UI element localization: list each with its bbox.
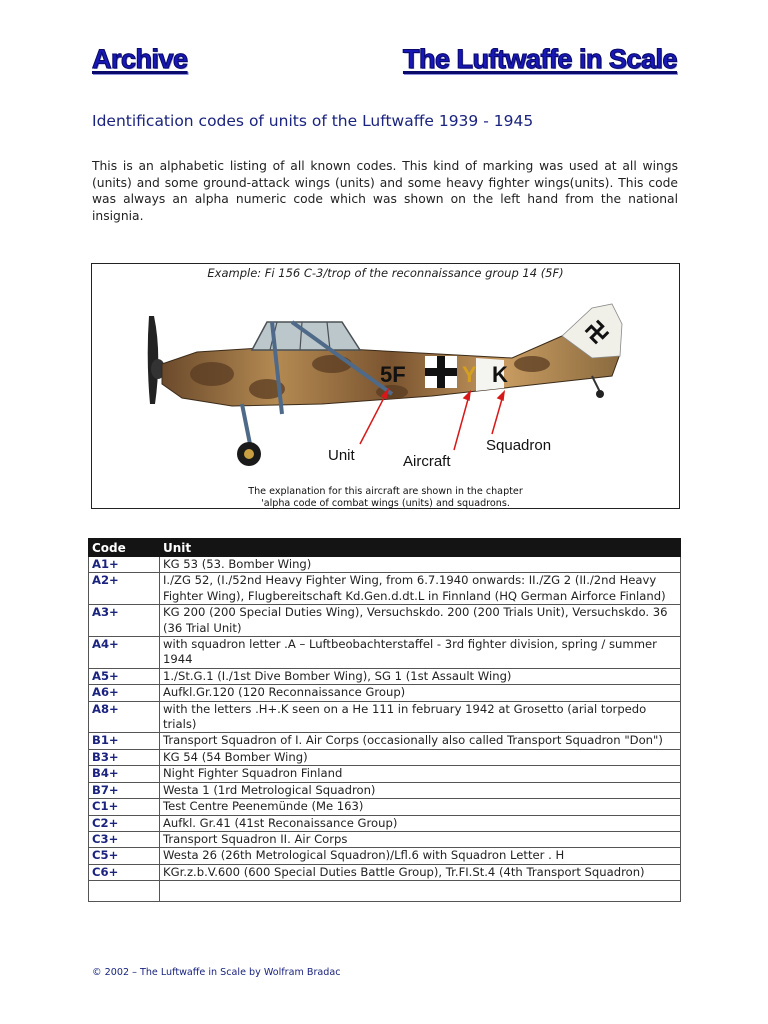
code-cell: C1+	[89, 799, 160, 815]
table-row	[89, 557, 681, 573]
code-cell: C3+	[89, 831, 160, 847]
column-header-unit: Unit	[160, 539, 681, 557]
code-cell: A6+	[89, 685, 160, 701]
unit-cell: KG 53 (53. Bomber Wing)	[160, 557, 681, 573]
code-cell: A5+	[89, 668, 160, 684]
code-cell: C6+	[89, 864, 160, 880]
empty-unit-cell	[160, 881, 681, 902]
unit-cell: KG 54 (54 Bomber Wing)	[160, 749, 681, 765]
code-cell: A3+	[89, 605, 160, 637]
unit-cell: KG 200 (200 Special Duties Wing), Versuchskdo. 200 (200 Trials Unit), Versuchskdo. 36 (36 Trial Unit)	[160, 605, 681, 637]
table-row	[89, 831, 681, 847]
table-row	[89, 605, 681, 637]
unit-cell: with squadron letter .A – Luftbeobachterstaffel - 3rd fighter division, spring / summer 1944	[160, 637, 681, 669]
code-cell: B3+	[89, 749, 160, 765]
fuselage-code-aircraft: Y	[462, 362, 477, 387]
table-row	[89, 799, 681, 815]
example-note-line2: 'alpha code of combat wings (units) and squadrons.	[261, 498, 510, 509]
code-cell: A2+	[89, 573, 160, 605]
fuselage-cross	[425, 356, 457, 388]
unit-codes-table	[88, 538, 681, 902]
callout-aircraft-label: Aircraft	[403, 453, 451, 470]
callout-unit-label: Unit	[328, 447, 355, 464]
unit-cell: KGr.z.b.V.600 (600 Special Duties Battle Group), Tr.FI.St.4 (4th Transport Squadron)	[160, 864, 681, 880]
fuselage-code-unit: 5F	[380, 362, 406, 387]
unit-cell: with the letters .H+.K seen on a He 111 in february 1942 at Grosetto (arial torpedo trials)	[160, 701, 681, 733]
luftwaffe-in-scale-logo: The Luftwaffe in Scale	[402, 44, 677, 74]
table-row	[89, 668, 681, 684]
copyright-footer: © 2002 – The Luftwaffe in Scale by Wolfram Bradac	[92, 967, 341, 978]
callout-squadron-label: Squadron	[486, 437, 552, 454]
table-body	[89, 557, 681, 902]
unit-cell: Transport Squadron II. Air Corps	[160, 831, 681, 847]
table-row	[89, 685, 681, 701]
intro-paragraph: This is an alphabetic listing of all known codes. This kind of marking was used at all wings (units) and some ground-attack wings (units) and some heavy fighter wings(units). This code was always an alpha numeric code which was shown on the left hand from the national insignia.	[92, 159, 678, 223]
empty-code-cell	[89, 881, 160, 902]
cockpit-canopy	[252, 322, 360, 350]
unit-cell: Transport Squadron of I. Air Corps (occasionally also called Transport Squadron "Don")	[160, 733, 681, 749]
table-row	[89, 733, 681, 749]
unit-cell: Westa 1 (1rd Metrological Squadron)	[160, 782, 681, 798]
table-row	[89, 637, 681, 669]
unit-cell: Night Fighter Squadron Finland	[160, 766, 681, 782]
unit-cell: Aufkl.Gr.120 (120 Reconnaissance Group)	[160, 685, 681, 701]
code-cell: A4+	[89, 637, 160, 669]
fieseler-storch-illustration	[92, 264, 679, 508]
code-cell: B4+	[89, 766, 160, 782]
table-row	[89, 815, 681, 831]
unit-cell: Test Centre Peenemünde (Me 163)	[160, 799, 681, 815]
table-row	[89, 848, 681, 864]
example-caption: Example: Fi 156 C-3/trop of the reconnaissance group 14 (5F)	[207, 266, 564, 280]
example-note-line1: The explanation for this aircraft are shown in the chapter	[248, 486, 523, 497]
example-note	[92, 486, 679, 510]
unit-cell: Westa 26 (26th Metrological Squadron)/Lfl.6 with Squadron Letter . H	[160, 848, 681, 864]
table-row	[89, 782, 681, 798]
unit-cell: 1./St.G.1 (I./1st Dive Bomber Wing), SG 1 (1st Assault Wing)	[160, 668, 681, 684]
code-cell: C5+	[89, 848, 160, 864]
table-row	[89, 701, 681, 733]
unit-cell: I./ZG 52, (I./52nd Heavy Fighter Wing, from 6.7.1940 onwards: II./ZG 2 (II./2nd Heavy Fighter Wing), Flugbereitschaft Kd.Gen.d.dt.L in Finnland (HQ German Airforce Finland)	[160, 573, 681, 605]
example-figure	[91, 263, 680, 509]
table-row	[89, 766, 681, 782]
table-row-empty	[89, 881, 681, 902]
table-row	[89, 864, 681, 880]
code-cell: B1+	[89, 733, 160, 749]
table-row	[89, 749, 681, 765]
code-cell: C2+	[89, 815, 160, 831]
archive-logo: Archive	[92, 44, 188, 74]
column-header-code: Code	[89, 539, 160, 557]
unit-cell: Aufkl. Gr.41 (41st Reconaissance Group)	[160, 815, 681, 831]
fuselage-code-squadron: K	[492, 362, 508, 387]
table-row	[89, 573, 681, 605]
document-title: Identification codes of units of the Luftwaffe 1939 - 1945	[92, 112, 534, 130]
propeller	[148, 316, 165, 404]
table-header-row	[89, 539, 681, 557]
code-cell: A8+	[89, 701, 160, 733]
code-cell: A1+	[89, 557, 160, 573]
code-cell: B7+	[89, 782, 160, 798]
